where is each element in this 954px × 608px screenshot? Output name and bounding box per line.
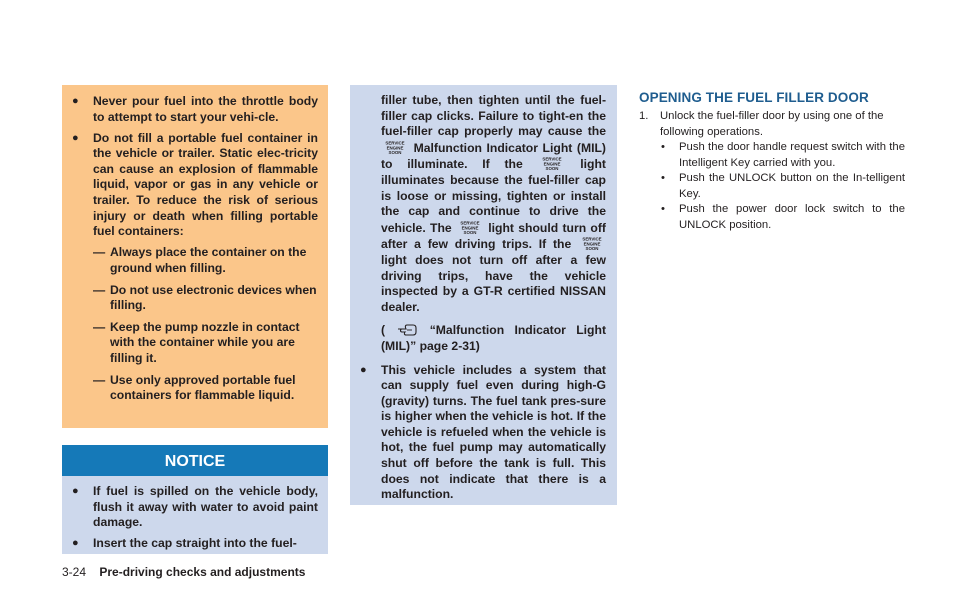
svg-text:SERVICE: SERVICE bbox=[541, 156, 562, 162]
notice-text: Insert the cap straight into the fuel- bbox=[93, 536, 297, 551]
sub-bullet: • Push the UNLOCK button on the In-telligent Key. bbox=[660, 171, 905, 202]
notice-text: This vehicle includes a system that can supply fuel even during high-G (gravity) turns. The fuel tank pres-sure is higher when the vehicle is hot. If the vehicle is refueled when the vehicle is hot, the fuel pump may automatically shut off before the tank is full. This does not indicate that there is a malfunction. bbox=[381, 362, 606, 502]
sub-bullet-text: Push the UNLOCK button on the In-telligent Key. bbox=[679, 172, 905, 200]
pointing-hand-icon bbox=[397, 323, 417, 337]
sub-bullet: • Push the door handle request switch with the Intelligent Key carried with you. bbox=[660, 140, 905, 171]
service-engine-soon-icon bbox=[540, 156, 564, 171]
bullet-dot: ● bbox=[360, 363, 367, 376]
notice-bullet bbox=[72, 536, 318, 552]
svg-text:ENGINE: ENGINE bbox=[461, 225, 479, 231]
svg-text:ENGINE: ENGINE bbox=[583, 241, 601, 247]
warning-text: Do not fill a portable fuel container in the vehicle or trailer. Static elec-tricity can cause an explosion of flammable liquid, vapor or gas in any vehicle or trailer. To reduce the risk of serious injury or death when filling portable fuel containers: bbox=[93, 130, 318, 239]
svg-text:SOON: SOON bbox=[388, 149, 402, 155]
bullet-dot: ● bbox=[72, 485, 79, 497]
notice-continuation-box bbox=[350, 85, 617, 505]
service-engine-soon-icon bbox=[458, 220, 482, 235]
notice-bullet bbox=[360, 363, 606, 503]
warning-bullet bbox=[72, 131, 318, 240]
bullet-dot: ● bbox=[72, 95, 79, 107]
notice-box bbox=[62, 476, 328, 554]
fuel-door-section bbox=[639, 90, 905, 233]
notice-bullet bbox=[72, 484, 318, 531]
svg-text:SOON: SOON bbox=[545, 166, 558, 172]
warning-dash-item: — Always place the container on the ground when filling. bbox=[93, 245, 318, 276]
sub-bullet-text: Push the door handle request switch with the Intelligent Key carried with you. bbox=[679, 141, 905, 169]
step-text: Unlock the fuel-filler door by using one of the following operations. bbox=[660, 110, 884, 138]
dash-text: Keep the pump nozzle in contact with the container while you are filling it. bbox=[110, 319, 300, 365]
warning-dash-item: — Use only approved portable fuel containers for flammable liquid. bbox=[93, 373, 318, 404]
service-engine-soon-icon bbox=[383, 140, 407, 155]
svg-text:SERVICE: SERVICE bbox=[385, 140, 405, 146]
notice-header: NOTICE bbox=[62, 445, 328, 476]
section-title: OPENING THE FUEL FILLER DOOR bbox=[639, 90, 869, 105]
warning-text: Never pour fuel into the throttle body to attempt to start your vehi-cle. bbox=[93, 94, 318, 124]
dash-text: Always place the container on the ground when filling. bbox=[110, 245, 307, 275]
svg-text:ENGINE: ENGINE bbox=[543, 161, 560, 167]
page-footer bbox=[62, 565, 305, 579]
sub-bullet-text: Push the power door lock switch to the UNLOCK position. bbox=[679, 203, 905, 231]
svg-text:ENGINE: ENGINE bbox=[386, 145, 404, 151]
notice-text: If fuel is spilled on the vehicle body, flush it away with water to avoid paint damage. bbox=[93, 484, 318, 530]
svg-text:SERVICE: SERVICE bbox=[460, 220, 480, 226]
bullet-dot: ● bbox=[72, 537, 79, 550]
warning-dash-item: — Keep the pump nozzle in contact with the container while you are filling it. bbox=[93, 320, 318, 367]
warning-bullet bbox=[72, 94, 318, 125]
svg-text:SOON: SOON bbox=[463, 229, 477, 235]
warning-dash-item: — Do not use electronic devices when filling. bbox=[93, 282, 317, 313]
svg-text:SERVICE: SERVICE bbox=[582, 236, 602, 242]
notice-continuation-text: filler tube, then tighten until the fuel-filler cap clicks. Failure to tight-en the fuel-filler cap properly may cause the SERVICE ENGINE SOON Malfunction Indicator Light (MIL) to illuminate. If the SERVICE ENGINE SOON light illuminates because the fuel-filler cap is loose or missing, tighten or install the cap and continue to drive the vehicle. The SERVICE ENGINE SOON light should turn off after a few driving trips. If the SERVICE ENGINE SOON light does not turn off after a few driving trips, have the vehicle inspected by a GT-R certified NISSAN dealer. bbox=[381, 93, 606, 314]
bullet-dot: ● bbox=[72, 131, 79, 144]
page-number: 3-24 bbox=[62, 565, 87, 579]
dash-text: Do not use electronic devices when filling. bbox=[110, 282, 317, 313]
sub-bullet: • Push the power door lock switch to the UNLOCK position. bbox=[660, 202, 905, 233]
footer-title: Pre-driving checks and adjustments bbox=[99, 565, 306, 579]
dash-text: Use only approved portable fuel containers for flammable liquid. bbox=[110, 372, 296, 403]
service-engine-soon-icon bbox=[580, 236, 604, 251]
svg-text:SOON: SOON bbox=[585, 246, 599, 252]
warning-box bbox=[62, 85, 328, 428]
numbered-step: 1. Unlock the fuel-filler door by using one of the following operations. bbox=[639, 109, 905, 140]
page-reference: ( “Malfunction Indicator Light (MIL)” page 2-31) bbox=[381, 323, 607, 353]
